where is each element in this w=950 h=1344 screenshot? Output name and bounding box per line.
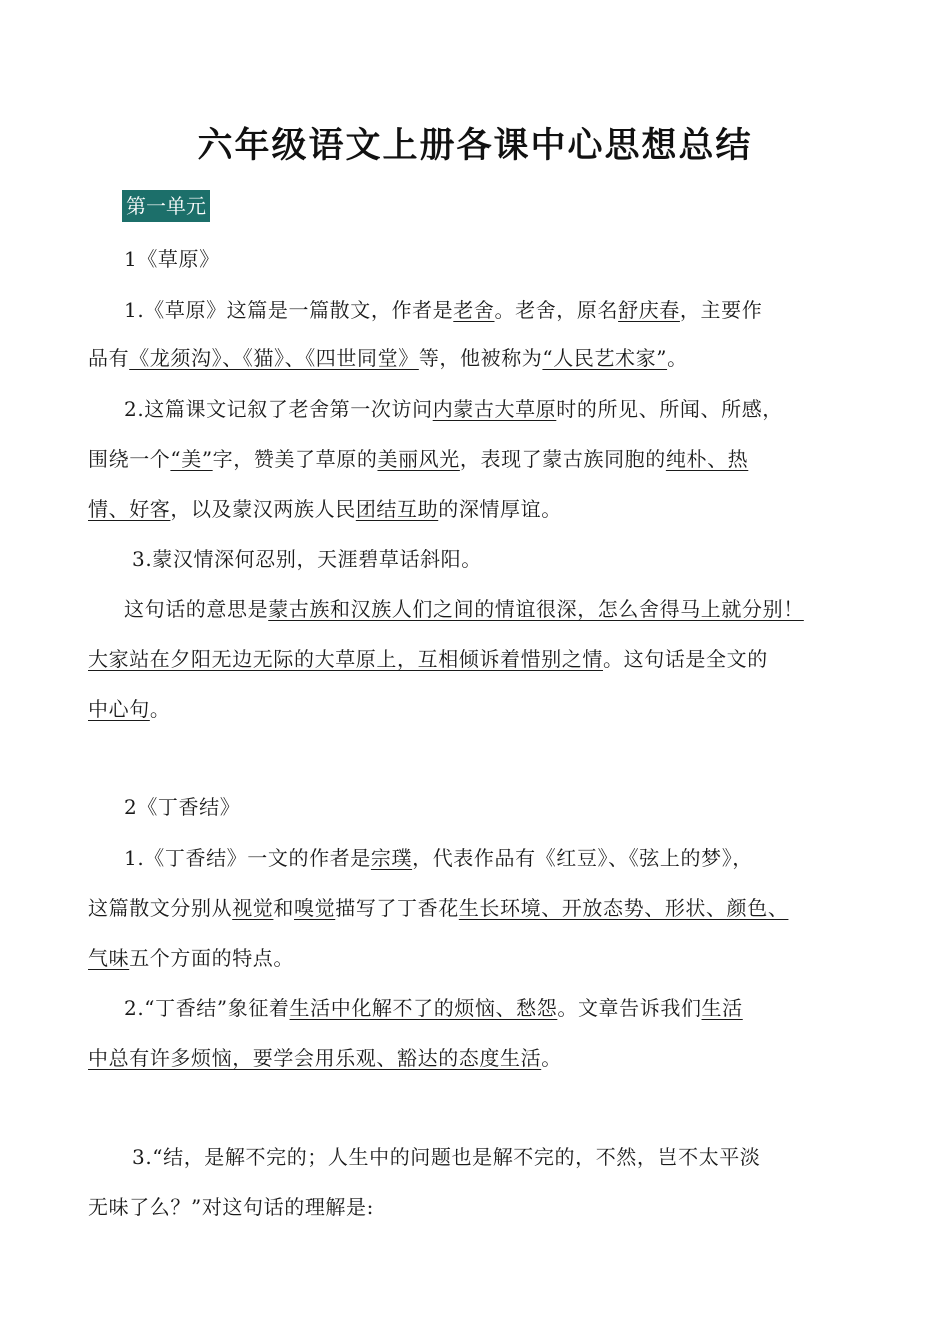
paragraph-line: 1.《丁香结》一文的作者是宗璞，代表作品有《红豆》、《弦上的梦》， [124, 846, 753, 870]
paragraph-line: 围绕一个“美”字，赞美了草原的美丽风光，表现了蒙古族同胞的纯朴、热 [88, 447, 749, 471]
paragraph-line: 这句话的意思是蒙古族和汉族人们之间的情谊很深，怎么舍得马上就分别！ [124, 597, 804, 621]
lesson-heading: 2《丁香结》 [124, 795, 241, 819]
paragraph-line: 气味五个方面的特点。 [88, 946, 295, 970]
lesson-heading: 1《草原》 [124, 247, 220, 271]
paragraph-line: 3.“结，是解不完的；人生中的问题也是解不完的，不然，岂不太平淡 [132, 1145, 761, 1169]
paragraph-line: 情、好客，以及蒙汉两族人民团结互助的深情厚谊。 [88, 497, 562, 521]
paragraph-line: 2.这篇课文记叙了老舍第一次访问内蒙古大草原时的所见、所闻、所感， [124, 397, 783, 421]
paragraph-line: 这篇散文分别从视觉和嗅觉描写了丁香花生长环境、开放态势、形状、颜色、 [88, 896, 789, 920]
quote-line: 3.蒙汉情深何忍别，天涯碧草话斜阳。 [132, 547, 482, 571]
paragraph-line: 1.《草原》这篇是一篇散文，作者是老舍。老舍，原名舒庆春，主要作 [124, 298, 763, 322]
paragraph-line: 品有《龙须沟》、《猫》、《四世同堂》等，他被称为“人民艺术家”。 [88, 346, 688, 370]
unit-heading: 第一单元 [122, 190, 210, 222]
paragraph-line: 无味了么？”对这句话的理解是: [88, 1195, 374, 1219]
page-title: 六年级语文上册各课中心思想总结 [197, 125, 753, 166]
paragraph-line: 中心句。 [88, 697, 171, 721]
paragraph-line: 大家站在夕阳无边无际的大草原上，互相倾诉着惜别之情。这句话是全文的 [88, 647, 768, 671]
paragraph-line: 2.“丁香结”象征着生活中化解不了的烦恼、愁怨。文章告诉我们生活 [124, 996, 743, 1020]
paragraph-line: 中总有许多烦恼，要学会用乐观、豁达的态度生活。 [88, 1046, 562, 1070]
